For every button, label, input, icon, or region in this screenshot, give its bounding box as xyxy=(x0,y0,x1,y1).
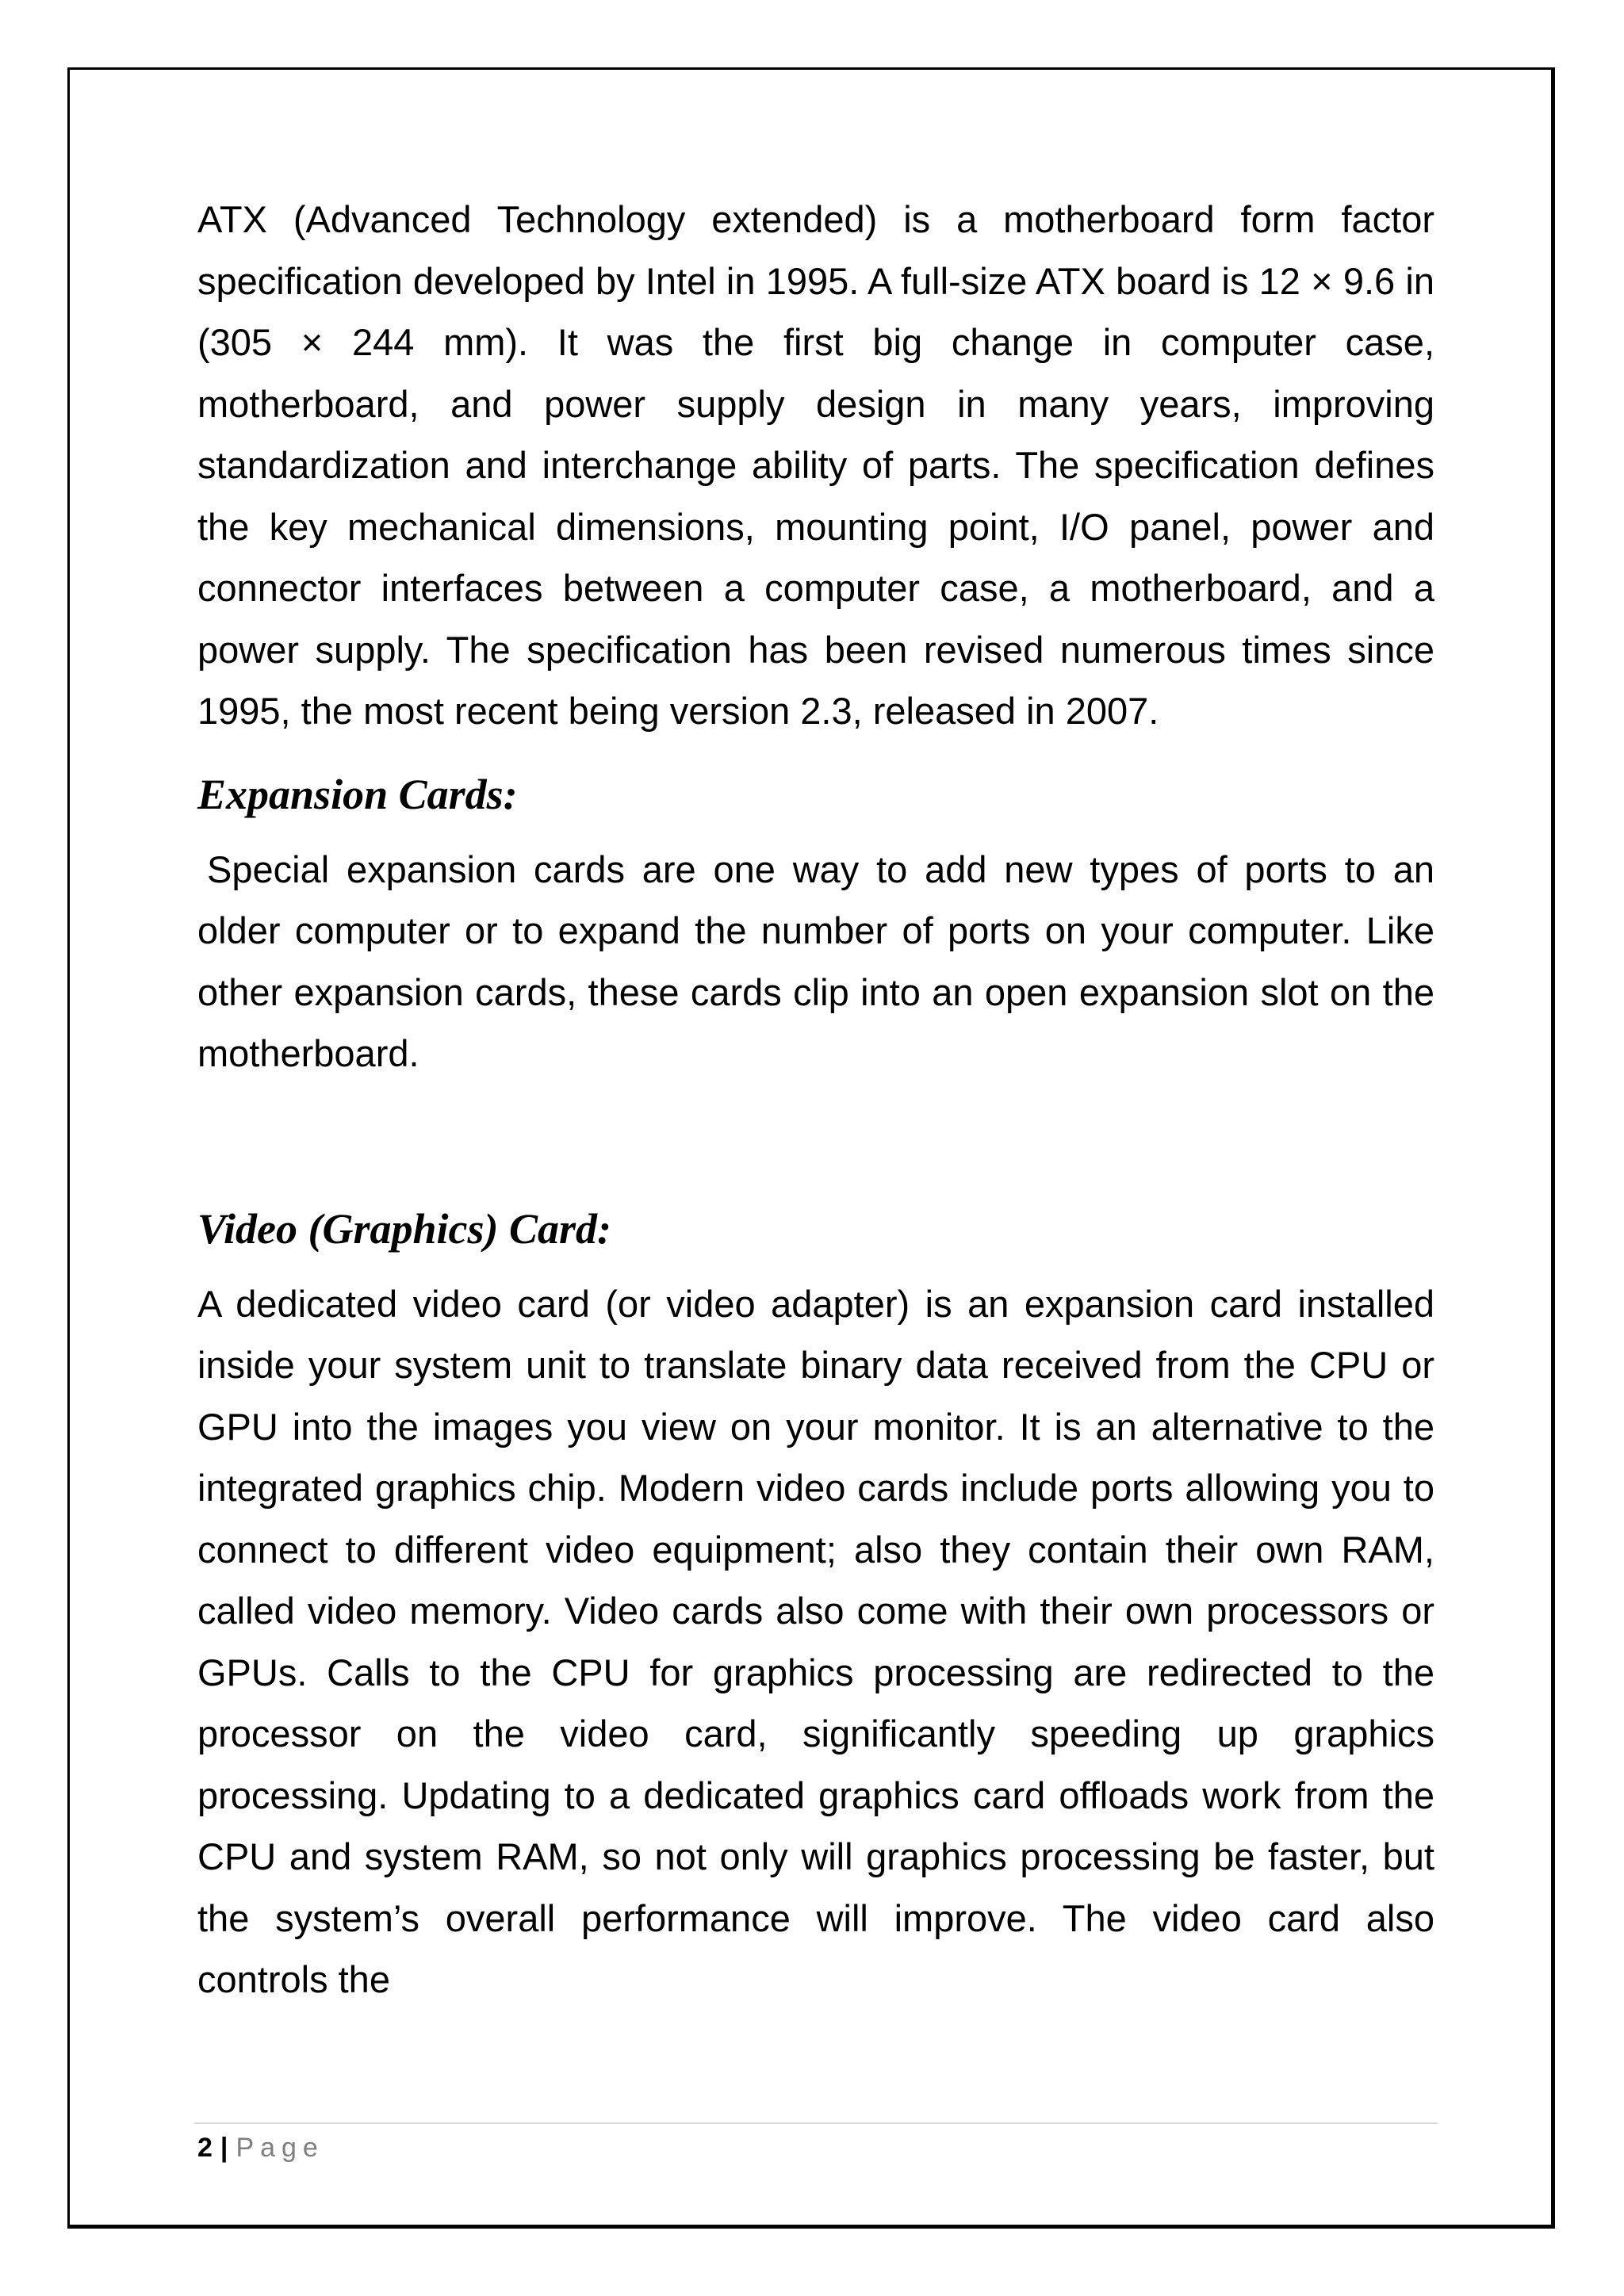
section-body-expansion-cards: Special expansion cards are one way to add new types of ports to an older computer or to expand the number of ports on your computer. Like other expansion cards, these cards clip into an open expansion slot on the motherboard. xyxy=(197,848,1434,1074)
section-heading-video-card: Video (Graphics) Card: xyxy=(197,1204,612,1253)
footer-separator: | xyxy=(220,2133,228,2163)
page-label: Page xyxy=(236,2133,324,2163)
section-heading-expansion-cards: Expansion Cards: xyxy=(197,770,518,818)
page-number: 2 xyxy=(197,2133,213,2163)
section-body-video-card: A dedicated video card (or video adapter) is an expansion card installed inside your system unit to translate binary data received from the CPU or GPU into the images you view on your monitor. It is an alternative to the integrated graphics chip. Modern video cards include ports allowing you to connect to different video equipment; also they contain their own RAM, called video memory. Video cards also come with their own processors or GPUs. Calls to the CPU for graphics processing are redirected to the processor on the video card, significantly speeding up graphics processing. Updating to a dedicated graphics card offloads work from the CPU and system RAM, so not only will graphics processing be faster, but the system’s overall performance will improve. The video card also controls the xyxy=(197,1282,1434,2000)
footer-divider xyxy=(194,2122,1438,2124)
intro-paragraph: ATX (Advanced Technology extended) is a motherboard form factor specification developed by Intel in 1995. A full-size ATX board is 12 × 9.6 in (305 × 244 mm). It was the first big change in computer case, motherboard, and power supply design in many years, improving standardization and interchange ability of parts. The specification defines the key mechanical dimensions, mounting point, I/O panel, power and connector interfaces between a computer case, a motherboard, and a power supply. The specification has been revised numerous times since 1995, the most recent being version 2.3, released in 2007. xyxy=(197,198,1434,732)
page-footer xyxy=(197,2128,324,2168)
page-content xyxy=(197,189,1434,2011)
